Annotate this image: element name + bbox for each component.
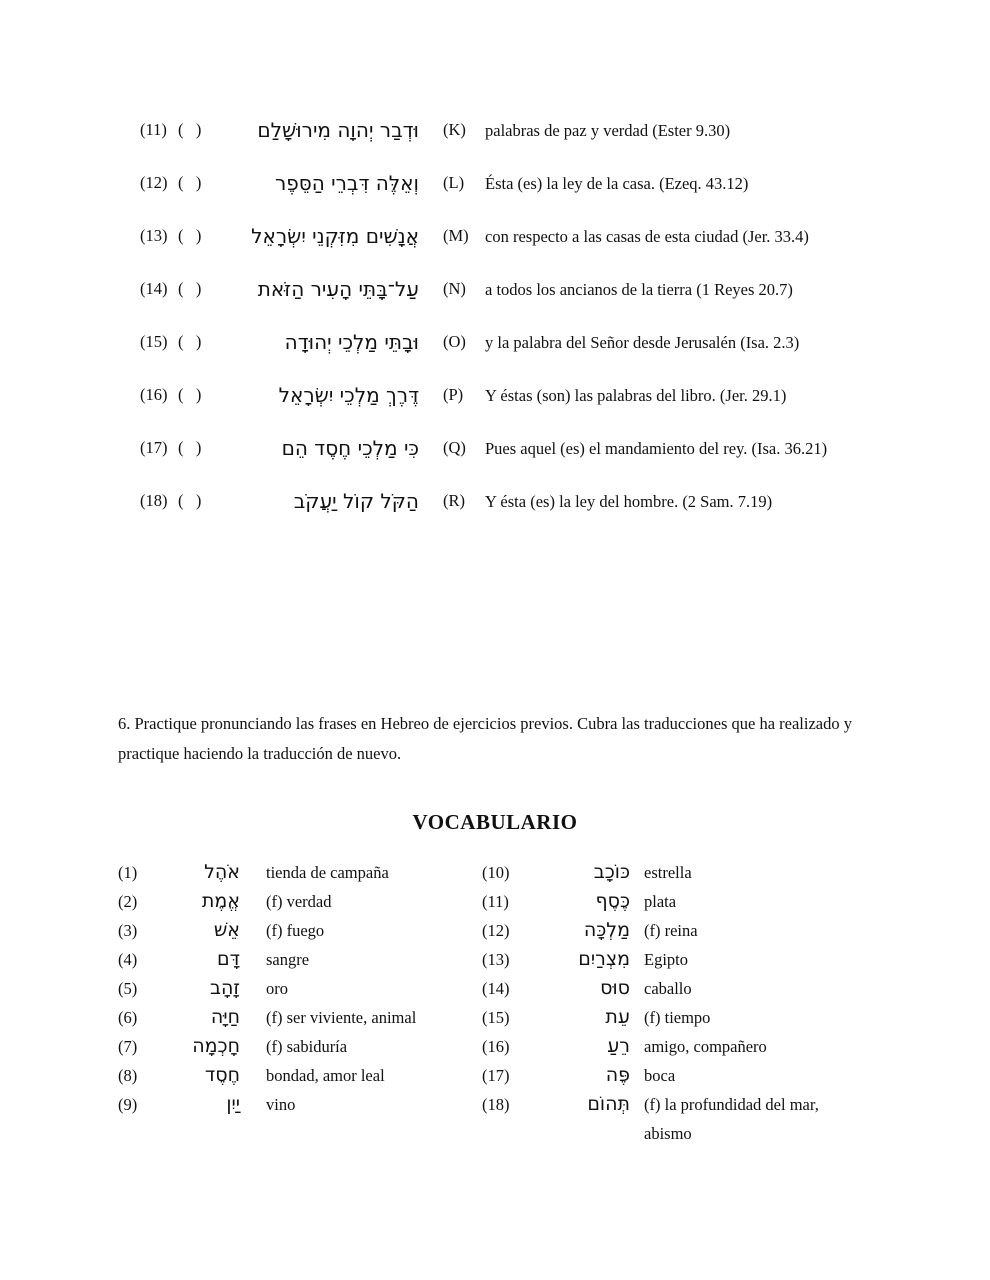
answer-blank: ( ) xyxy=(178,279,202,298)
vocab-row xyxy=(118,1003,476,1032)
vocab-number: (1) xyxy=(118,863,138,882)
vocab-hebrew-word: סוּס xyxy=(600,977,630,999)
vocab-number: (18) xyxy=(482,1095,510,1114)
matching-exercise xyxy=(140,118,884,542)
hebrew-phrase: אֲנָשִׁים מִזִּקְנֵי יִשְׂרָאֵל xyxy=(251,224,419,248)
vocab-hebrew-word: דָּם xyxy=(217,948,240,970)
answer-blank: ( ) xyxy=(178,385,202,404)
vocab-gloss: oro xyxy=(266,979,288,998)
vocab-hebrew-word: חַיָּה xyxy=(210,1006,240,1028)
item-number: (11) xyxy=(140,120,167,139)
vocab-number: (13) xyxy=(482,950,510,969)
vocab-row xyxy=(482,916,890,945)
hebrew-phrase: עַל־בָּתֵּי הָעִיר הַזֹּאת xyxy=(257,277,419,301)
vocab-number: (16) xyxy=(482,1037,510,1056)
exercise-row xyxy=(140,118,884,143)
item-number: (15) xyxy=(140,332,168,351)
answer-blank: ( ) xyxy=(178,226,202,245)
vocab-gloss: (f) tiempo xyxy=(644,1008,711,1027)
vocab-number: (5) xyxy=(118,979,138,998)
vocab-number: (15) xyxy=(482,1008,510,1027)
option-letter: (P) xyxy=(443,385,464,404)
translation-text: con respecto a las casas de esta ciudad (Jer. 33.4) xyxy=(485,227,809,246)
vocabulary-list xyxy=(118,858,890,1148)
vocab-gloss: (f) reina xyxy=(644,921,698,940)
vocab-gloss: (f) la profundidad del mar, abismo xyxy=(644,1095,819,1143)
vocab-hebrew-word: אֹהֶל xyxy=(204,861,240,883)
option-letter: (K) xyxy=(443,120,466,139)
vocab-hebrew-word: פֶּה xyxy=(605,1064,630,1086)
translation-text: a todos los ancianos de la tierra (1 Reyes 20.7) xyxy=(485,280,793,299)
vocab-number: (12) xyxy=(482,921,510,940)
vocab-gloss: caballo xyxy=(644,979,692,998)
vocab-row xyxy=(118,945,476,974)
vocab-hebrew-word: חֶסֶד xyxy=(204,1064,240,1086)
vocab-row xyxy=(118,1061,476,1090)
option-letter: (R) xyxy=(443,491,465,510)
vocab-hebrew-word: עֵת xyxy=(605,1006,630,1028)
item-number: (13) xyxy=(140,226,168,245)
translation-text: y la palabra del Señor desde Jerusalén (Isa. 2.3) xyxy=(485,333,800,352)
answer-blank: ( ) xyxy=(178,438,202,457)
vocab-row xyxy=(118,858,476,887)
option-letter: (Q) xyxy=(443,438,466,457)
vocab-row xyxy=(482,1061,890,1090)
hebrew-phrase: דֶּרֶךְ מַלְכֵי יִשְׂרָאֵל xyxy=(278,383,419,407)
vocab-number: (7) xyxy=(118,1037,138,1056)
vocab-number: (6) xyxy=(118,1008,138,1027)
vocab-gloss: (f) ser viviente, animal xyxy=(266,1008,417,1027)
vocab-hebrew-word: כּוֹכָב xyxy=(593,861,630,883)
vocab-gloss: (f) fuego xyxy=(266,921,325,940)
exercise-row xyxy=(140,171,884,196)
vocab-row xyxy=(482,1003,890,1032)
translation-text: Ésta (es) la ley de la casa. (Ezeq. 43.12) xyxy=(485,174,749,193)
exercise-row xyxy=(140,224,884,249)
vocab-gloss: tienda de campaña xyxy=(266,863,389,882)
item-number: (18) xyxy=(140,491,168,510)
vocab-number: (3) xyxy=(118,921,138,940)
exercise-row xyxy=(140,436,884,461)
option-letter: (N) xyxy=(443,279,466,298)
hebrew-phrase: וּבָתֵּי מַלְכֵי יְהוּדָה xyxy=(284,330,419,354)
vocab-row xyxy=(482,887,890,916)
option-letter: (M) xyxy=(443,226,469,245)
vocab-hebrew-word: יַיִן xyxy=(226,1093,240,1115)
vocab-gloss: estrella xyxy=(644,863,692,882)
vocab-number: (9) xyxy=(118,1095,138,1114)
vocab-row xyxy=(482,1090,890,1148)
vocab-gloss: boca xyxy=(644,1066,676,1085)
exercise-row xyxy=(140,489,884,514)
vocab-hebrew-word: מִצְרַיִם xyxy=(578,948,630,970)
translation-text: Pues aquel (es) el mandamiento del rey. (Isa. 36.21) xyxy=(485,439,828,458)
vocab-row xyxy=(482,945,890,974)
vocab-number: (11) xyxy=(482,892,509,911)
exercise-row xyxy=(140,277,884,302)
vocab-row xyxy=(118,1032,476,1061)
vocab-number: (10) xyxy=(482,863,510,882)
vocabulary-column-left xyxy=(118,858,476,1148)
option-letter: (L) xyxy=(443,173,465,192)
vocab-number: (14) xyxy=(482,979,510,998)
vocab-row xyxy=(118,974,476,1003)
vocab-gloss: amigo, compañero xyxy=(644,1037,767,1056)
vocab-number: (2) xyxy=(118,892,138,911)
vocab-number: (4) xyxy=(118,950,138,969)
item-number: (12) xyxy=(140,173,168,192)
vocab-gloss: (f) verdad xyxy=(266,892,332,911)
vocab-row xyxy=(118,1090,476,1119)
vocab-gloss: sangre xyxy=(266,950,310,969)
vocab-gloss: vino xyxy=(266,1095,296,1114)
item-number: (14) xyxy=(140,279,168,298)
exercise-row xyxy=(140,330,884,355)
vocab-number: (8) xyxy=(118,1066,138,1085)
hebrew-phrase: וּדְבַר יְהוָה מִירוּשָׁלִַם xyxy=(257,118,419,142)
vocab-hebrew-word: זָהָב xyxy=(210,977,240,999)
vocabulary-title: VOCABULARIO xyxy=(412,810,578,835)
translation-text: Y éstas (son) las palabras del libro. (Jer. 29.1) xyxy=(485,386,787,405)
vocab-hebrew-word: אֵשׁ xyxy=(213,919,240,941)
vocab-hebrew-word: חָכְמָה xyxy=(192,1035,240,1057)
vocab-gloss: (f) sabiduría xyxy=(266,1037,348,1056)
vocab-hebrew-word: אֱמֶת xyxy=(201,890,240,912)
answer-blank: ( ) xyxy=(178,173,202,192)
vocab-gloss: Egipto xyxy=(644,950,688,969)
instruction-paragraph: 6. Practique pronunciando las frases en Hebreo de ejercicios previos. Cubra las traducciones que ha realizado y practique haciendo la traducción de nuevo. xyxy=(118,713,852,763)
vocab-row xyxy=(482,858,890,887)
answer-blank: ( ) xyxy=(178,491,202,510)
hebrew-phrase: וְאֵלֶּה דִּבְרֵי הַסֵּפֶר xyxy=(274,171,419,195)
option-letter: (O) xyxy=(443,332,466,351)
answer-blank: ( ) xyxy=(178,332,202,351)
vocabulary-column-right xyxy=(482,858,890,1148)
vocab-gloss: plata xyxy=(644,892,677,911)
exercise-row xyxy=(140,383,884,408)
item-number: (16) xyxy=(140,385,168,404)
vocab-hebrew-word: רֵעַ xyxy=(607,1035,630,1057)
hebrew-phrase: הַקֹּל קוֹל יַעֲקֹב xyxy=(293,489,419,513)
answer-blank: ( ) xyxy=(178,120,202,139)
translation-text: Y ésta (es) la ley del hombre. (2 Sam. 7.19) xyxy=(485,492,773,511)
vocab-hebrew-word: כֶּסֶף xyxy=(595,890,630,912)
vocab-row xyxy=(118,916,476,945)
vocab-row xyxy=(482,1032,890,1061)
vocab-gloss: bondad, amor leal xyxy=(266,1066,385,1085)
vocab-hebrew-word: תְּהוֹם xyxy=(587,1093,630,1115)
vocab-number: (17) xyxy=(482,1066,510,1085)
vocab-row xyxy=(118,887,476,916)
translation-text: palabras de paz y verdad (Ester 9.30) xyxy=(485,121,731,140)
item-number: (17) xyxy=(140,438,168,457)
vocab-row xyxy=(482,974,890,1003)
hebrew-phrase: כִּי מַלְכֵי חֶסֶד הֵם xyxy=(281,436,419,460)
vocab-hebrew-word: מַלְכָּה xyxy=(583,919,630,941)
